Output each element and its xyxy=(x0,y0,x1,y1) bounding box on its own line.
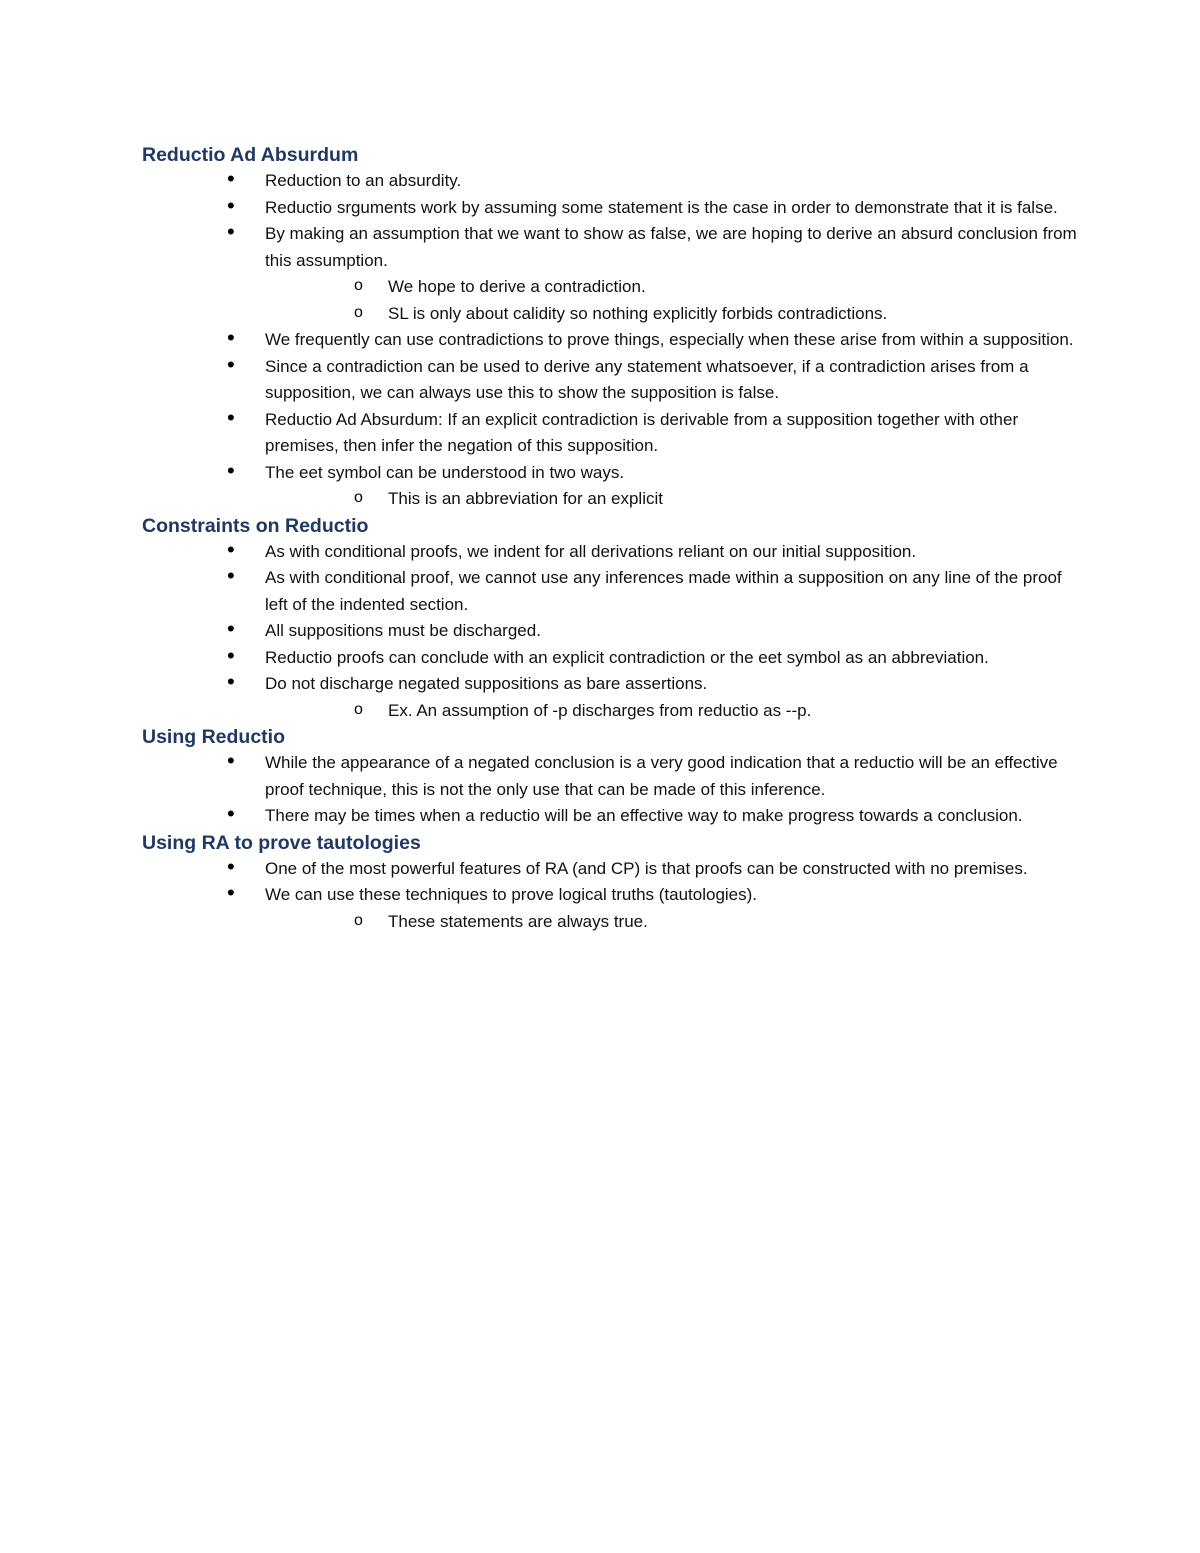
bullet-item: • Reductio srguments work by assuming some statement is the case in order to demonstrate that it is false. xyxy=(142,195,1082,222)
section-list-reductio-ad-absurdum xyxy=(142,168,1082,513)
bullet-item: • We frequently can use contradictions to prove things, especially when these arise from within a supposition. xyxy=(142,327,1082,354)
bullet-item: • Reductio Ad Absurdum: If an explicit contradiction is derivable from a supposition together with other premises, then infer the negation of this supposition. xyxy=(142,407,1082,460)
section-list-using-ra-to-prove-tautologies xyxy=(142,856,1082,936)
sub-bullet-item: o This is an abbreviation for an explicit xyxy=(142,486,1082,513)
sub-bullet-item: o We hope to derive a contradiction. xyxy=(142,274,1082,301)
bullet-item: • We can use these techniques to prove logical truths (tautologies). xyxy=(142,882,1082,909)
bullet-item: • Reduction to an absurdity. xyxy=(142,168,1082,195)
sub-bullet-item: o Ex. An assumption of -p discharges from reductio as --p. xyxy=(142,698,1082,725)
sub-bullet-item: o SL is only about calidity so nothing explicitly forbids contradictions. xyxy=(142,301,1082,328)
section-heading-constraints-on-reductio: Constraints on Reductio xyxy=(142,514,369,537)
bullet-item: • As with conditional proofs, we indent for all derivations reliant on our initial supposition. xyxy=(142,539,1082,566)
bullet-item: • While the appearance of a negated conclusion is a very good indication that a reductio will be an effective proof technique, this is not the only use that can be made of this inference. xyxy=(142,750,1082,803)
bullet-item: • One of the most powerful features of RA (and CP) is that proofs can be constructed with no premises. xyxy=(142,856,1082,883)
section-list-using-reductio xyxy=(142,750,1082,830)
bullet-item: • There may be times when a reductio will be an effective way to make progress towards a conclusion. xyxy=(142,803,1082,830)
section-heading-using-ra-to-prove-tautologies: Using RA to prove tautologies xyxy=(142,831,421,854)
section-heading-using-reductio: Using Reductio xyxy=(142,726,286,748)
section-heading-reductio-ad-absurdum: Reductio Ad Absurdum xyxy=(142,144,359,166)
bullet-item: • Reductio proofs can conclude with an explicit contradiction or the eet symbol as an abbreviation. xyxy=(142,645,1082,672)
bullet-item: • The eet symbol can be understood in two ways. xyxy=(142,460,1082,487)
sub-bullet-item: o These statements are always true. xyxy=(142,909,1082,936)
bullet-item: • Do not discharge negated suppositions as bare assertions. xyxy=(142,671,1082,698)
bullet-item: • By making an assumption that we want to show as false, we are hoping to derive an absurd conclusion from this assumption. xyxy=(142,221,1082,274)
bullet-item: • Since a contradiction can be used to derive any statement whatsoever, if a contradiction arises from a supposition, we can always use this to show the supposition is false. xyxy=(142,354,1082,407)
bullet-item: • All suppositions must be discharged. xyxy=(142,618,1082,645)
bullet-item: • As with conditional proof, we cannot use any inferences made within a supposition on any line of the proof left of the indented section. xyxy=(142,565,1082,618)
document-body xyxy=(142,142,1082,935)
section-list-constraints-on-reductio xyxy=(142,539,1082,725)
